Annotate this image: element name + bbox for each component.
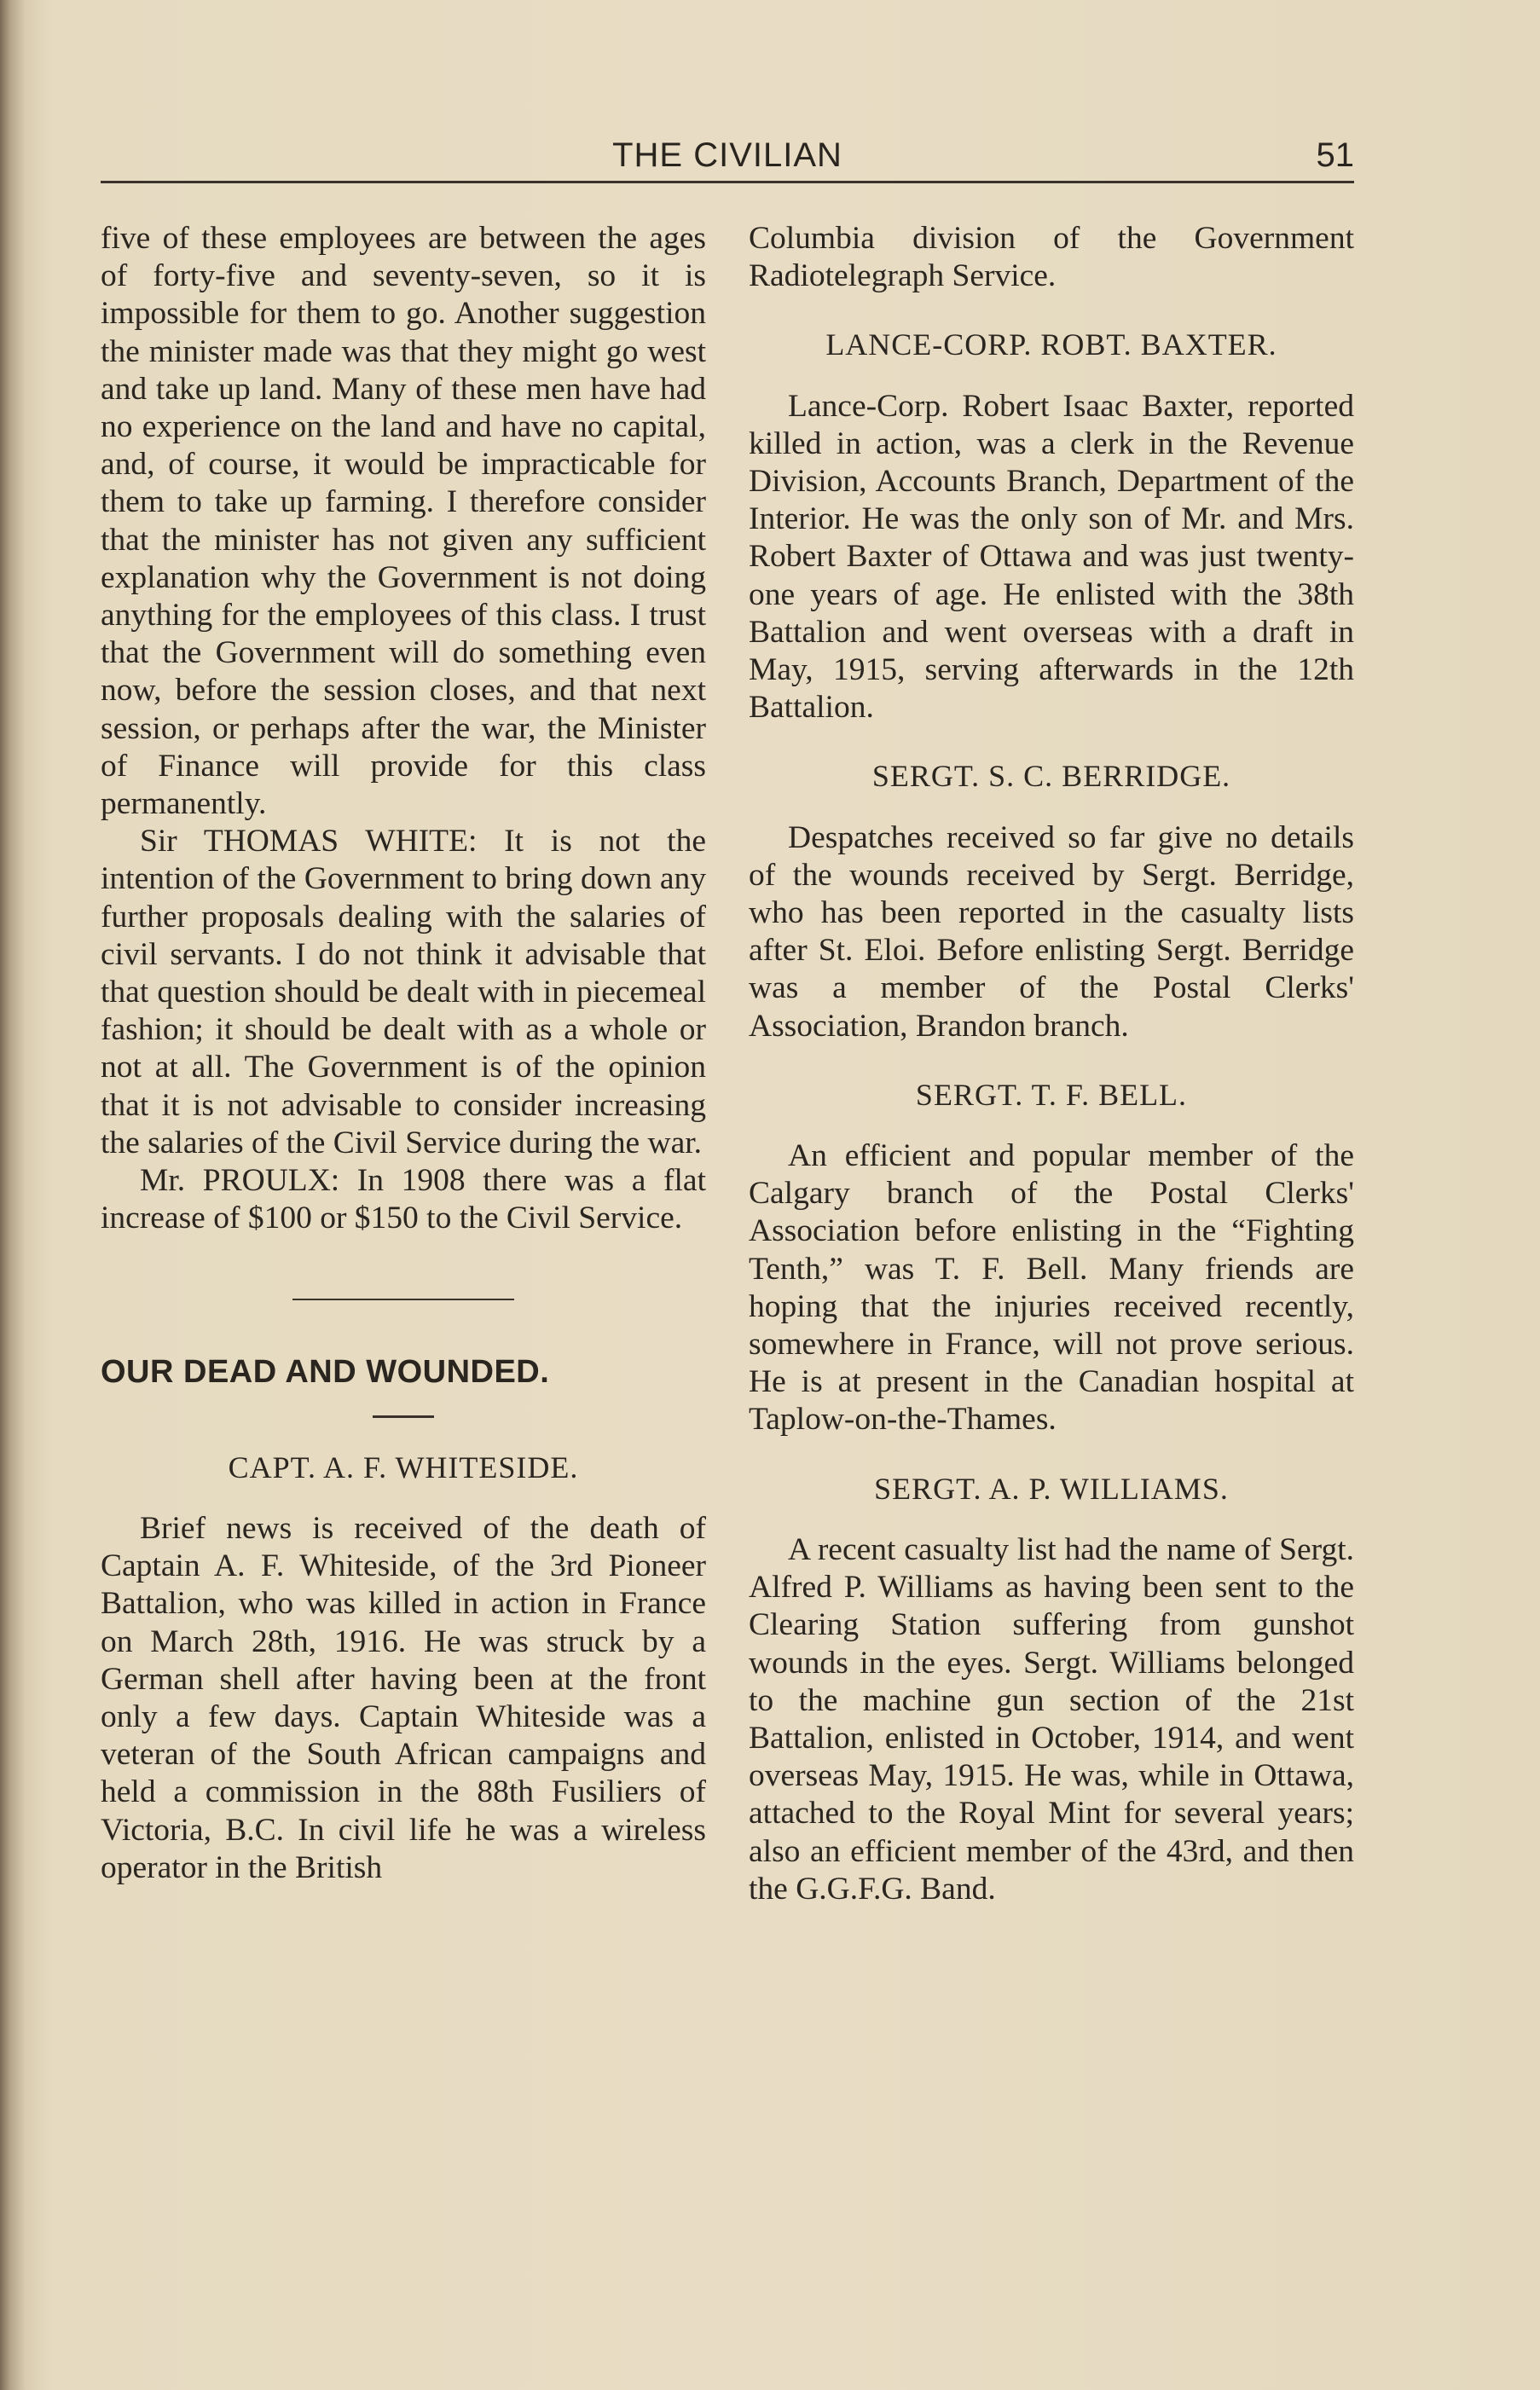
section-title: OUR DEAD AND WOUNDED. <box>101 1354 550 1391</box>
left-column <box>101 220 706 1887</box>
whiteside-heading: CAPT. A. F. WHITESIDE. <box>228 1450 579 1484</box>
debate-paragraph-proulx: Mr. PROULX: In 1908 there was a flat increase of $100 or $150 to the Civil Service. <box>101 1163 706 1236</box>
publication-title: THE CIVILIAN <box>612 136 842 174</box>
williams-heading: SERGT. A. P. WILLIAMS. <box>874 1471 1229 1506</box>
running-header <box>101 136 1354 183</box>
berridge-heading: SERGT. S. C. BERRIDGE. <box>871 759 1231 794</box>
continued-text: Columbia division of the Government Radiotelegraph Service. <box>749 221 1354 294</box>
right-column <box>749 220 1354 1908</box>
berridge-article: Despatches received so far give no details of the wounds received by Sergt. Berridge, who has been reported in the casualty lists after St. Eloi. Before enlisting Sergt. Berridge was a member of the Postal Clerks' Association, Brandon branch. <box>749 819 1354 1044</box>
williams-article: A recent casualty list had the name of Sergt. Alfred P. Williams as having been sent to the Clearing Station suffering from gunshot wounds in the eyes. Sergt. Williams belonged to the machine gun section of the 21st Battalion, enlisted in October, 1914, and went overseas May, 1915. He was, while in Ottawa, attached to the Royal Mint for several years; also an efficient member of the 43rd, and then the G.G.F.G. Band. <box>749 1531 1354 1907</box>
baxter-article: Lance-Corp. Robert Isaac Baxter, reported killed in action, was a clerk in the Revenue Division, Accounts Branch, Department of the Interior. He was the only son of Mr. and Mrs. Robert Baxter of Ottawa and was just twenty-one years of age. He enlisted with the 38th Battalion and went overseas with a draft in May, 1915, serving afterwards in the 12th Battalion. <box>749 388 1354 726</box>
debate-paragraph-1: five of these employees are between the ages of forty-five and seventy-seven, so it is impossible for them to go. Another suggestion the minister made was that they might go west and take up land. Many of these men have had no experience on the land and have no capital, and, of course, it would be impracticable for them to take up farming. I therefore consider that the minister has not given any sufficient explanation why the Government is not doing anything for the employees of this class. I trust that the Government will do something even now, before the session closes, and that next session, or perhaps after the war, the Minister of Finance will provide for this class permanently. <box>101 221 706 822</box>
page-number: 51 <box>1316 136 1354 174</box>
title-underline <box>373 1415 434 1418</box>
baxter-heading: LANCE-CORP. ROBT. BAXTER. <box>825 327 1277 362</box>
bell-heading: SERGT. T. F. BELL. <box>915 1077 1188 1112</box>
whiteside-article: Brief news is received of the death of Captain A. F. Whiteside, of the 3rd Pioneer Battalion, who was killed in action in France on March 28th, 1916. He was struck by a German shell after having been at the front only a few days. Captain Whiteside was a veteran of the South African campaigns and held a commission in the 88th Fusiliers of Victoria, B.C. In civil life he was a wireless operator in the British <box>101 1510 706 1885</box>
debate-paragraph-white: Sir THOMAS WHITE: It is not the intention of the Government to bring down any further proposals dealing with the salaries of civil servants. I do not think it advisable that that question should be dealt with in piecemeal fashion; it should be dealt with as a whole or not at all. The Government is of the opinion that it is not advisable to consider increasing the salaries of the Civil Service during the war. <box>101 824 706 1160</box>
bell-article: An efficient and popular member of the Calgary branch of the Postal Clerks' Association before enlisting in the “Fighting Tenth,” was T. F. Bell. Many friends are hoping that the injuries received recently, somewhere in France, will not prove serious. He is at present in the Canadian hospital at Taplow-on-the-Thames. <box>749 1138 1354 1438</box>
